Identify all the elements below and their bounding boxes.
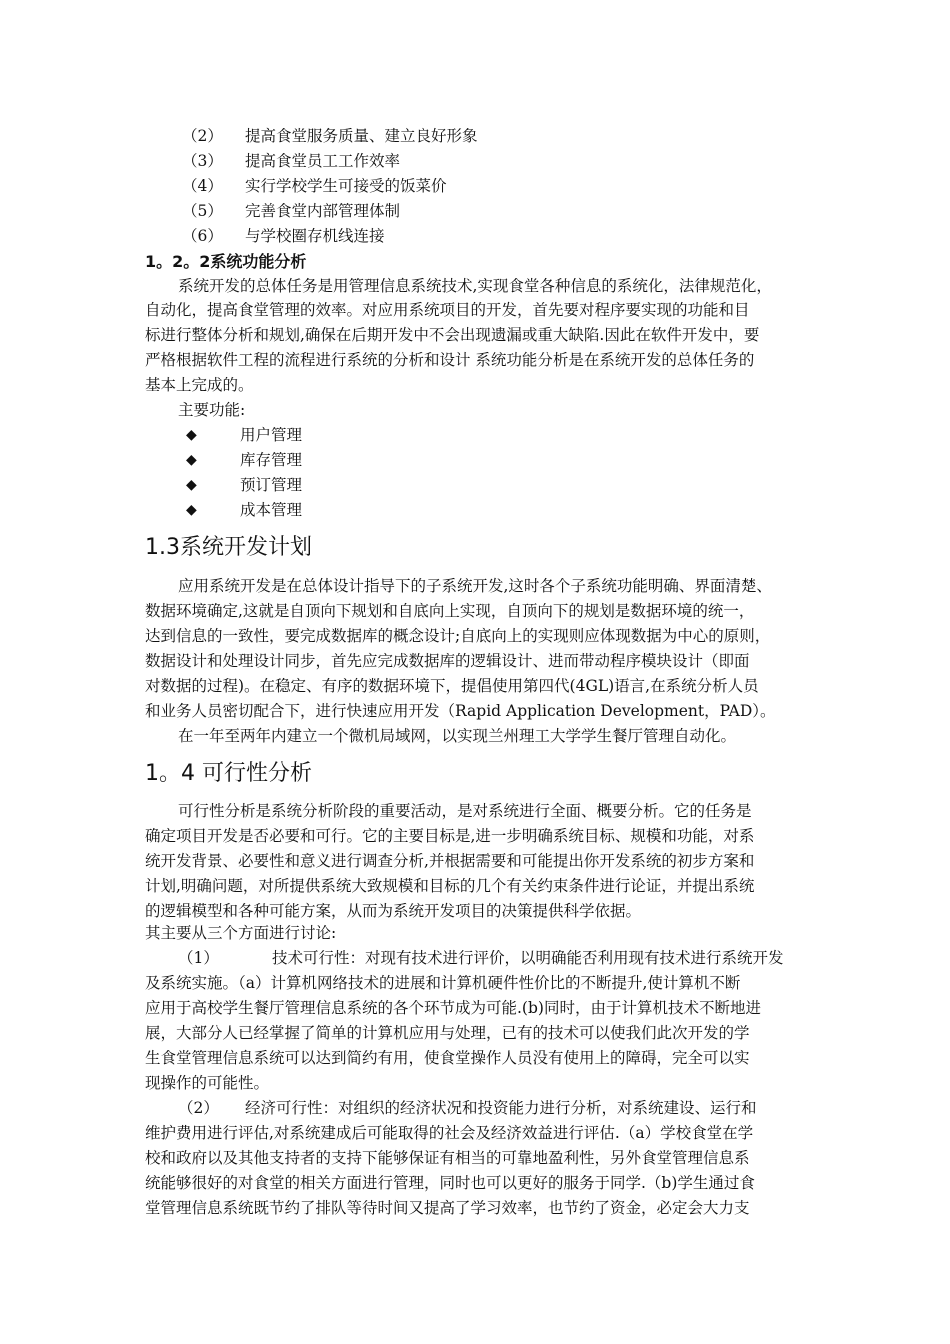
diamond-bullet-icon: ◆ bbox=[186, 427, 197, 443]
paragraph-line: 统开发背景、必要性和意义进行调查分析,并根据需要和可能提出你开发系统的初步方案和 bbox=[145, 852, 755, 870]
discussion-intro: 其主要从三个方面进行讨论: bbox=[145, 924, 337, 942]
list-item: 完善食堂内部管理体制 bbox=[245, 202, 401, 220]
paragraph-line: 自动化，提高食堂管理的效率。对应用系统项目的开发，首先要对程序要实现的功能和目 bbox=[145, 301, 750, 319]
paragraph-line: 数据设计和处理设计同步，首先应完成数据库的逻辑设计、进而带动程序模块设计（即面 bbox=[145, 652, 750, 670]
paragraph-line: 计划,明确问题，对所提供系统大致规模和目标的几个有关约束条件进行论证，并提出系统 bbox=[145, 877, 755, 895]
paragraph-line: 基本上完成的。 bbox=[145, 376, 254, 394]
paragraph-line: 及系统实施。（a）计算机网络技术的进展和计算机硬件性价比的不断提升,使计算机不断 bbox=[145, 974, 741, 992]
section-heading-1-4: 1。4 可行性分析 bbox=[145, 761, 312, 786]
paragraph-line: 生食堂管理信息系统可以达到简约有用，使食堂操作人员没有使用上的障碍，完全可以实 bbox=[145, 1049, 750, 1067]
paragraph-line: 现操作的可能性。 bbox=[145, 1074, 270, 1092]
list-item: 与学校圈存机线连接 bbox=[245, 227, 385, 245]
paragraph-line: 堂管理信息系统既节约了排队等待时间又提高了学习效率，也节约了资金，必定会大力支 bbox=[145, 1199, 750, 1217]
paragraph-line: 系统开发的总体任务是用管理信息系统技术,实现食堂各种信息的系统化，法律规范化， bbox=[178, 277, 772, 295]
paragraph-line: 统能够很好的对食堂的相关方面进行管理，同时也可以更好的服务于同学.（b)学生通过食 bbox=[145, 1174, 755, 1192]
paragraph-line: 和业务人员密切配合下，进行快速应用开发（Rapid Application Development，PAD）。 bbox=[145, 702, 776, 720]
paragraph-line: 的逻辑模型和各种可能方案，从而为系统开发项目的决策提供科学依据。 bbox=[145, 902, 642, 920]
paragraph-line: 确定项目开发是否必要和可行。它的主要目标是,进一步明确系统目标、规模和功能，对系 bbox=[145, 827, 755, 845]
list-number: （5） bbox=[182, 202, 223, 220]
diamond-bullet-icon: ◆ bbox=[186, 477, 197, 493]
paragraph-line: 严格根据软件工程的流程进行系统的分析和设计 系统功能分析是在系统开发的总体任务的 bbox=[145, 351, 755, 369]
list-number: （6） bbox=[182, 227, 223, 245]
paragraph-line: 标进行整体分析和规划,确保在后期开发中不会出现遗漏或重大缺陷.因此在软件开发中，要 bbox=[145, 326, 760, 344]
list-item: 实行学校学生可接受的饭菜价 bbox=[245, 177, 447, 195]
paragraph-line: 技术可行性：对现有技术进行评价，以明确能否利用现有技术进行系统开发 bbox=[272, 949, 784, 967]
list-number: （2） bbox=[182, 127, 223, 145]
list-number: （2） bbox=[178, 1099, 219, 1117]
list-number: （1） bbox=[178, 949, 219, 967]
list-number: （4） bbox=[182, 177, 223, 195]
list-item: 提高食堂服务质量、建立良好形象 bbox=[245, 127, 478, 145]
paragraph-line: 经济可行性：对组织的经济状况和投资能力进行分析，对系统建设、运行和 bbox=[245, 1099, 757, 1117]
list-item: 成本管理 bbox=[240, 501, 303, 519]
list-item: 提高食堂员工工作效率 bbox=[245, 152, 401, 170]
diamond-bullet-icon: ◆ bbox=[186, 502, 197, 518]
paragraph-line: 校和政府以及其他支持者的支持下能够保证有相当的可靠地盈利性，另外食堂管理信息系 bbox=[145, 1149, 750, 1167]
list-item: 用户管理 bbox=[240, 426, 303, 444]
paragraph-line: 应用于高校学生餐厅管理信息系统的各个环节成为可能.(b)同时，由于计算机技术不断地进 bbox=[145, 999, 761, 1017]
paragraph-line: 应用系统开发是在总体设计指导下的子系统开发,这时各个子系统功能明确、界面清楚、 bbox=[178, 577, 772, 595]
paragraph-line: 展，大部分人已经掌握了简单的计算机应用与处理，已有的技术可以使我们此次开发的学 bbox=[145, 1024, 750, 1042]
list-item: 库存管理 bbox=[240, 451, 303, 469]
diamond-bullet-icon: ◆ bbox=[186, 452, 197, 468]
paragraph-line: 可行性分析是系统分析阶段的重要活动，是对系统进行全面、概要分析。它的任务是 bbox=[178, 802, 752, 820]
paragraph-line: 对数据的过程)。在稳定、有序的数据环境下，提倡使用第四代(4GL)语言,在系统分析人员 bbox=[145, 677, 759, 695]
paragraph-line: 维护费用进行评估,对系统建成后可能取得的社会及经济效益进行评估.（a）学校食堂在学 bbox=[145, 1124, 754, 1142]
paragraph-line: 数据环境确定,这就是自顶向下规划和自底向上实现，自顶向下的规划是数据环境的统一， bbox=[145, 602, 755, 620]
section-heading-1-3: 1.3系统开发计划 bbox=[145, 535, 312, 560]
list-number: （3） bbox=[182, 152, 223, 170]
section-heading-1-2-2: 1。2。2系统功能分析 bbox=[145, 252, 307, 271]
paragraph-line: 达到信息的一致性，要完成数据库的概念设计;自底向上的实现则应体现数据为中心的原则， bbox=[145, 627, 771, 645]
list-item: 预订管理 bbox=[240, 476, 303, 494]
paragraph-line: 在一年至两年内建立一个微机局域网，以实现兰州理工大学学生餐厅管理自动化。 bbox=[178, 727, 737, 745]
main-functions-label: 主要功能: bbox=[178, 401, 246, 419]
